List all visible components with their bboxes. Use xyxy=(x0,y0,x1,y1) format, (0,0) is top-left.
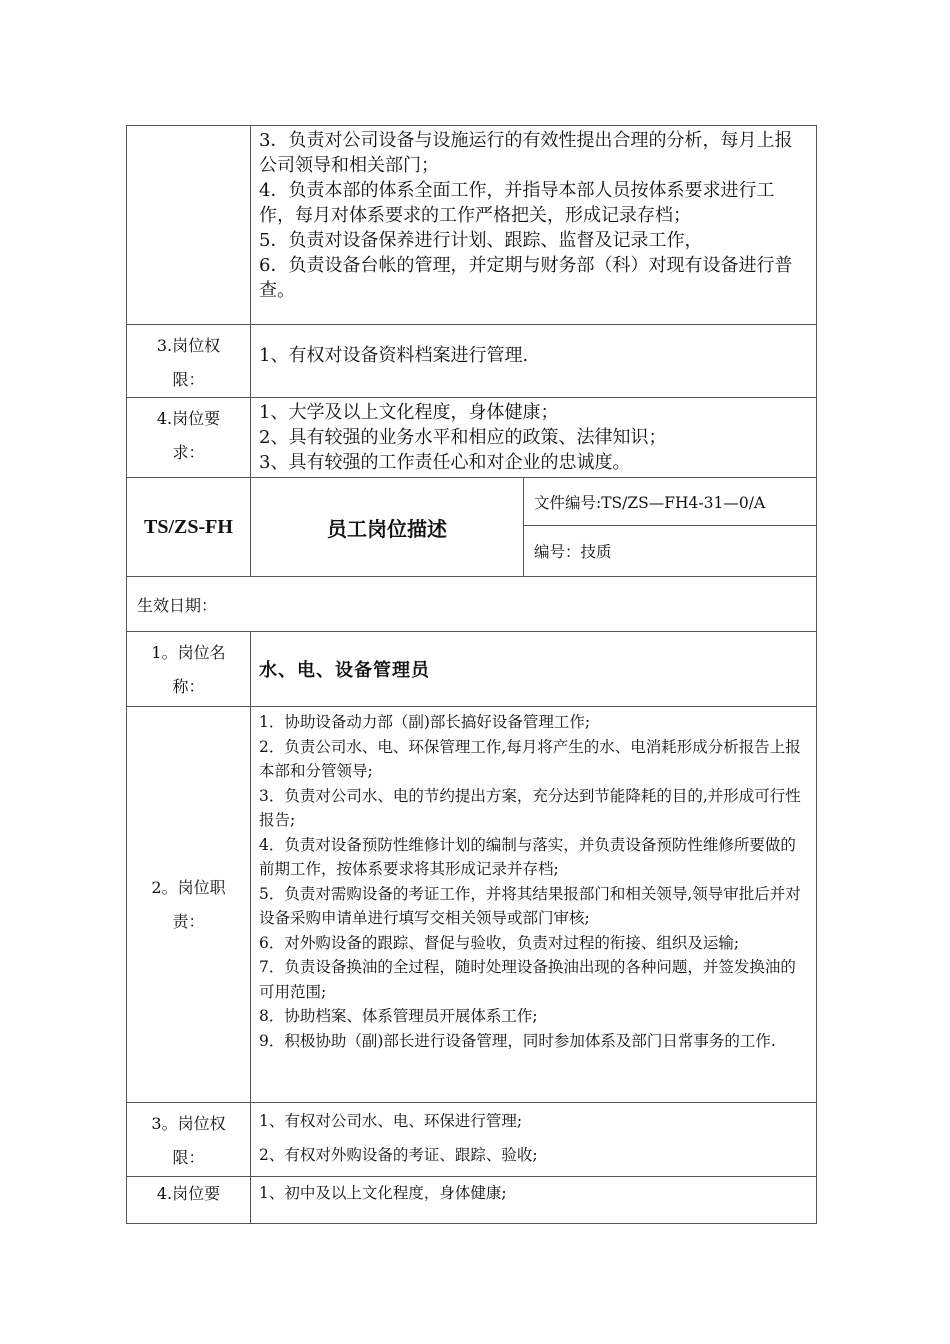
position-name-row xyxy=(127,632,817,707)
requirements-label: 4.岗位要 求： xyxy=(127,398,251,478)
authority-row-b xyxy=(127,1103,817,1177)
position-name: 水、电、设备管理员 xyxy=(251,632,817,707)
requirements-row xyxy=(127,398,817,478)
duties-continued-cell xyxy=(251,126,817,325)
requirement-item: 2、具有较强的业务水平和相应的政策、法律知识； xyxy=(259,427,667,448)
empty-label-cell xyxy=(127,126,251,325)
document-title: 员工岗位描述 xyxy=(251,478,524,577)
duty-item: 8．协助档案、体系管理员开展体系工作; xyxy=(259,1007,538,1025)
requirement-item: 3、具有较强的工作责任心和对企业的忠诚度。 xyxy=(259,452,631,473)
serial-number: 编号：技质 xyxy=(524,526,817,577)
authority-item: 2、有权对外购设备的考证、跟踪、验收; xyxy=(259,1146,538,1164)
authority-row xyxy=(127,325,817,398)
duties-row xyxy=(127,707,817,1103)
document-code: TS/ZS-FH xyxy=(127,478,251,577)
requirements-row-b xyxy=(127,1177,817,1224)
duty-item: 3．负责对公司水、电的节约提出方案，充分达到节能降耗的目的,并形成可行性报告; xyxy=(259,786,801,829)
duty-item: 5．负责对需购设备的考证工作，并将其结果报部门和相关领导,领导审批后并对设备采购申请单进行填写交相关领导或部门审核; xyxy=(259,884,801,927)
requirements-cell-b xyxy=(251,1177,817,1224)
file-number: 文件编号:TS/ZS—FH4-31—0/A xyxy=(524,478,817,526)
authority-cell-b xyxy=(251,1103,817,1177)
authority-label-b: 3。岗位权 限： xyxy=(127,1103,251,1177)
effective-date-row xyxy=(127,577,817,632)
authority-text: 1、有权对设备资料档案进行管理. xyxy=(251,325,817,398)
duty-item: 7．负责设备换油的全过程，随时处理设备换油出现的各种问题，并签发换油的可用范围; xyxy=(259,958,796,1001)
duty-item: 4．负责本部的体系全面工作，并指导本部人员按体系要求进行工作，每月对体系要求的工作严格把关，形成记录存档； xyxy=(259,180,775,226)
authority-item: 1、有权对公司水、电、环保进行管理; xyxy=(259,1112,523,1130)
requirements-cell xyxy=(251,398,817,478)
duty-item: 1．协助设备动力部（副)部长搞好设备管理工作; xyxy=(259,713,591,731)
duties-continued-row xyxy=(127,126,817,325)
requirement-item: 1、初中及以上文化程度，身体健康; xyxy=(259,1184,507,1202)
job-table xyxy=(126,125,817,1224)
duty-item: 6．负责设备台帐的管理，并定期与财务部（科）对现有设备进行普查。 xyxy=(259,255,793,301)
duty-item: 9．积极协助（副)部长进行设备管理，同时参加体系及部门日常事务的工作. xyxy=(259,1031,776,1050)
duty-item: 2．负责公司水、电、环保管理工作,每月将产生的水、电消耗形成分析报告上报本部和分管领导; xyxy=(259,737,801,780)
requirements-label-b: 4.岗位要 xyxy=(127,1177,251,1224)
duties-cell xyxy=(251,707,817,1103)
duty-item: 4．负责对设备预防性维修计划的编制与落实，并负责设备预防性维修所要做的前期工作，按体系要求将其形成记录并存档; xyxy=(259,835,796,878)
requirement-item: 1、大学及以上文化程度，身体健康； xyxy=(259,402,559,423)
duty-item: 5．负责对设备保养进行计划、跟踪、监督及记录工作， xyxy=(259,230,703,251)
authority-label: 3.岗位权 限： xyxy=(127,325,251,398)
duty-item: 6．对外购设备的跟踪、督促与验收，负责对过程的衔接、组织及运输; xyxy=(259,933,740,952)
effective-date: 生效日期： xyxy=(127,577,817,632)
duties-label: 2。岗位职 责： xyxy=(127,707,251,1103)
duty-item: 3．负责对公司设备与设施运行的有效性提出合理的分析，每月上报公司领导和相关部门； xyxy=(259,130,793,176)
header-row-1 xyxy=(127,478,817,526)
job-description-document xyxy=(126,125,816,1224)
position-name-label: 1。岗位名 称： xyxy=(127,632,251,707)
